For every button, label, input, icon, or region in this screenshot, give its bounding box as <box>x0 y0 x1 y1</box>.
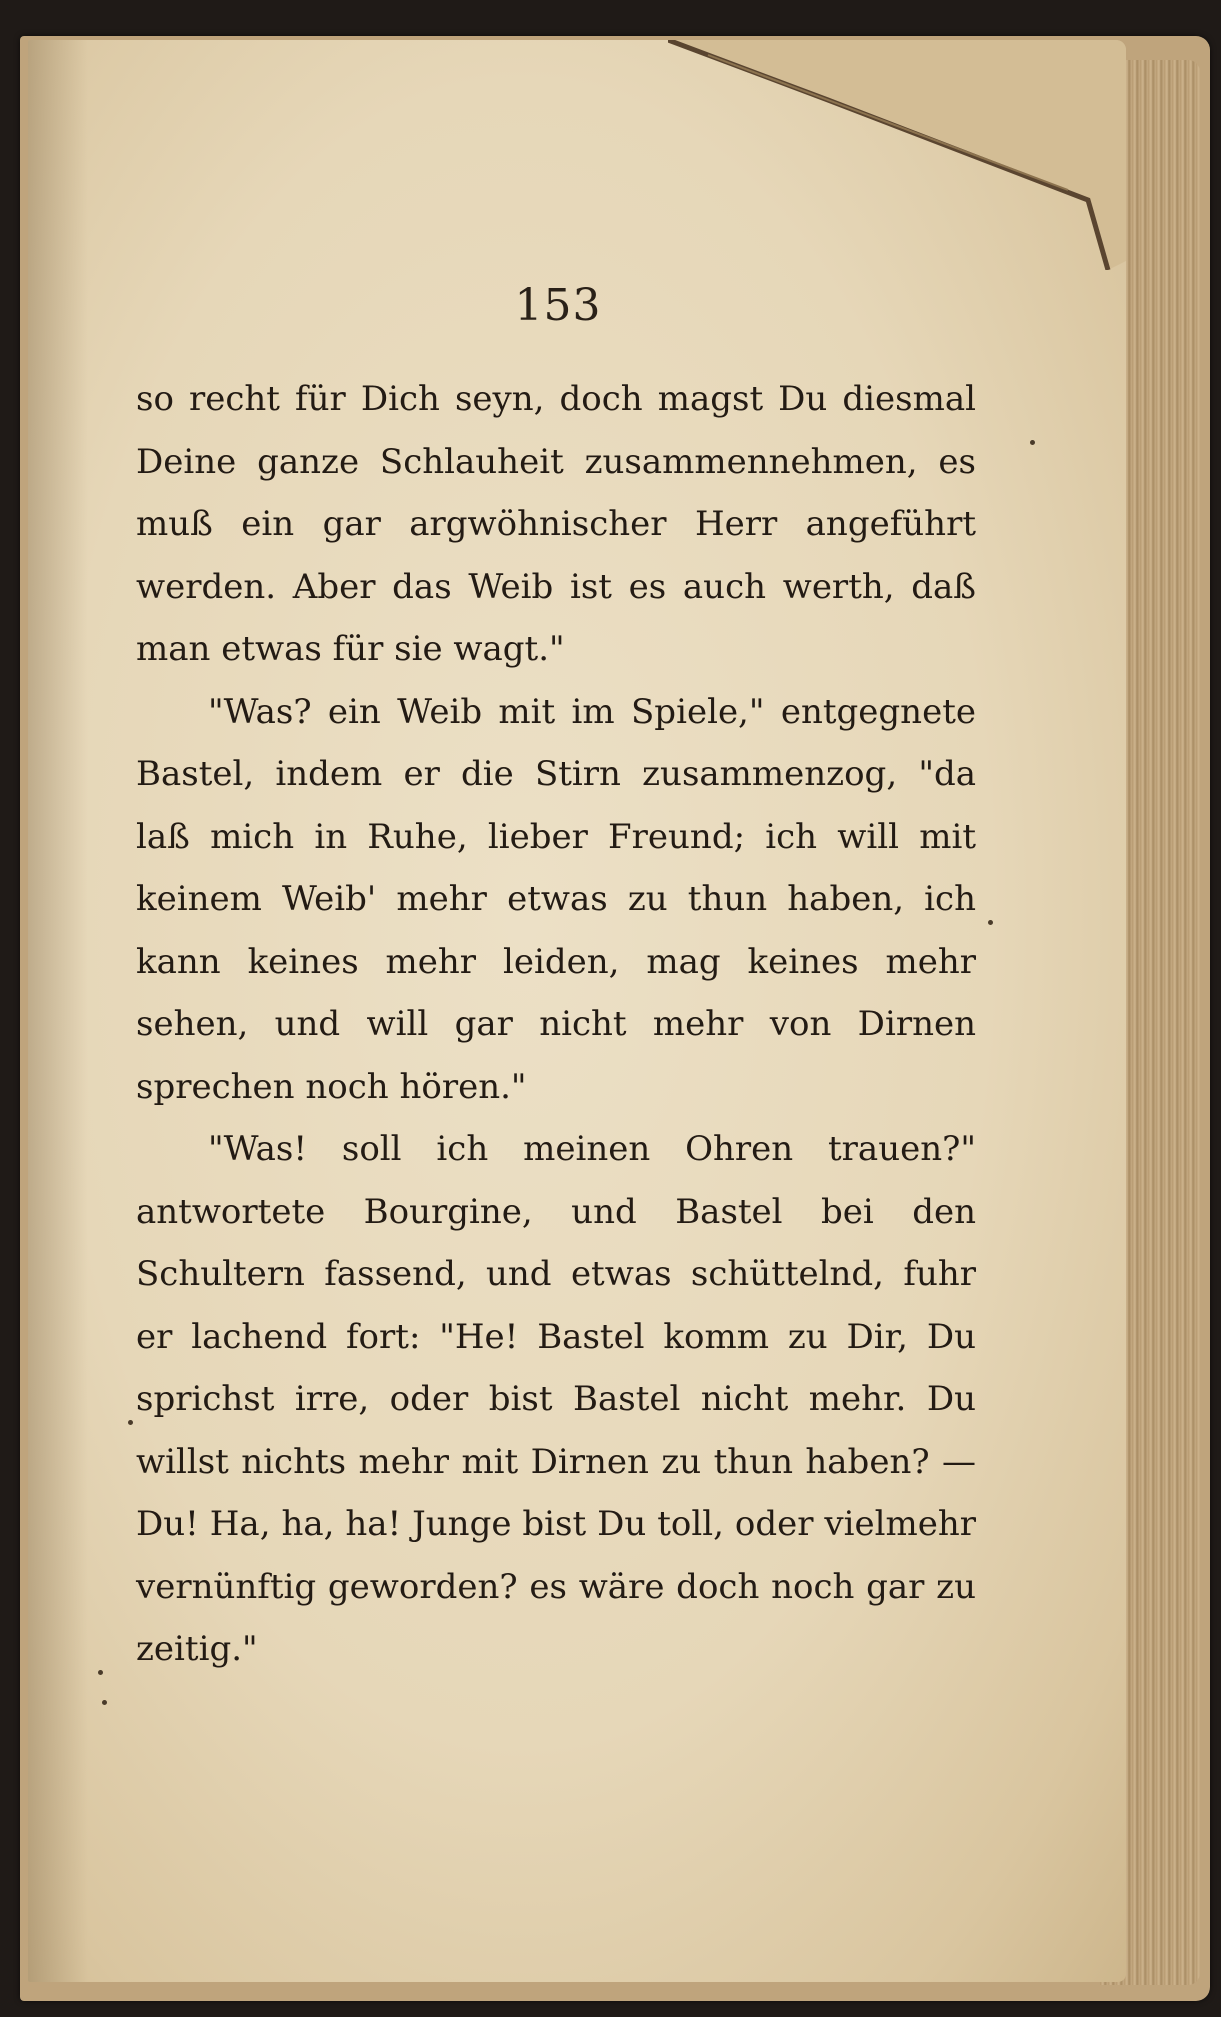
paper-speck <box>98 1670 103 1675</box>
paper-speck <box>988 920 993 925</box>
paragraph-1: so recht für Dich seyn, doch magst Du diesmal Deine ganze Schlauheit zusammennehmen, es muß ein gar argwöhnischer Herr angeführt werden. Aber das Weib ist es auch werth, daß man etwas für sie wagt." <box>136 379 976 669</box>
paper-speck <box>102 1700 107 1705</box>
paragraph-3: "Was! soll ich meinen Ohren trauen?" antwortete Bourgine, und Bastel bei den Schultern fassend, und etwas schüttelnd, fuhr er lachend fort: "He! Bastel komm zu Dir, Du sprichst irre, oder bist Bastel nicht mehr. Du willst nichts mehr mit Dirnen zu thun haben? — Du! Ha, ha, ha! Junge bist Du toll, oder vielmehr vernünftig geworden? es wäre doch noch gar zu zeitig." <box>136 1129 976 1669</box>
gutter-shadow <box>28 40 88 1982</box>
paper-speck <box>128 1420 133 1425</box>
page-number: 153 <box>514 280 602 331</box>
paper-speck <box>1030 440 1035 445</box>
paragraph-2: "Was? ein Weib mit im Spiele," entgegnete Bastel, indem er die Stirn zusammenzog, "da laß mich in Ruhe, lieber Freund; ich will mit keinem Weib' mehr etwas zu thun haben, ich kann keines mehr leiden, mag keines mehr sehen, und will gar nicht mehr von Dirnen sprechen noch hören." <box>136 691 976 1107</box>
dog-ear-fold <box>668 40 1126 270</box>
page-body <box>136 368 976 1681</box>
book-page <box>28 40 1126 1982</box>
